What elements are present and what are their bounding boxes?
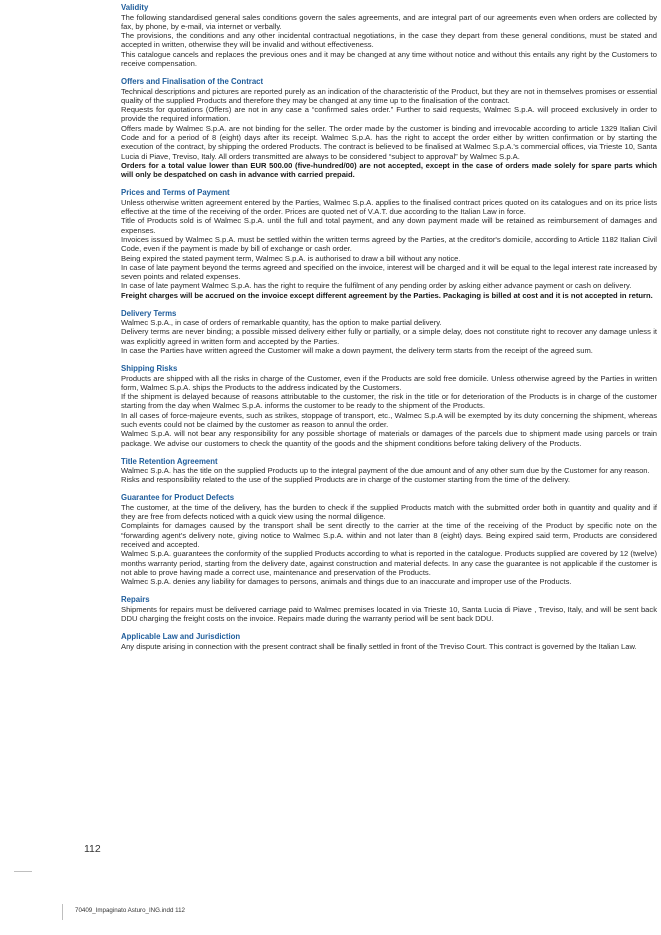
paragraph: Walmec S.p.A., in case of orders of remarkable quantity, has the option to make partial delivery. — [121, 318, 442, 328]
bold-paragraph: Orders for a total value lower than EUR 500.00 (five-hundred/00) are not accepted, except in the case of orders made solely for spare parts which will only be despatched on cash in advance with carried prepaid. — [121, 160, 657, 180]
section-heading: Applicable Law and Jurisdiction — [121, 631, 241, 641]
bold-paragraph: Freight charges will be accrued on the invoice except different agreement by the Parties. Packaging is billed at cost and it is not accepted in return. — [121, 290, 653, 300]
section-offers — [121, 77, 657, 180]
section-shipping-risks — [121, 364, 657, 448]
section-heading: Offers and Finalisation of the Contract — [121, 76, 264, 86]
paragraph: Complaints for damages caused by the transport shall be sent directly to the carrier at the time of the receiving of the Product by specific note on the “forwarding agent's delivery note, giving notice to Walmec S.p.A. within and not later than 8 (eight) days. Being expired said term, Products are considered received and accepted. — [121, 521, 657, 550]
paragraph: Shipments for repairs must be delivered carriage paid to Walmec premises located in via Trieste 10, Santa Lucia di Piave , Treviso, Italy, and will be sent back DDU charging the freight costs on the invoice. Repairs made during the warranty period will be sent back DDU. — [121, 604, 657, 624]
file-slug: 70409_Impaginato Asturo_ING.indd 112 — [75, 907, 185, 914]
paragraph: Walmec S.p.A. will not bear any responsibility for any possible shortage of materials or damages of the parcels due to shipment made using parcels or train package. We advise our customers to check the quantity of the goods and the shipment conditions before taking delivery of the Products. — [121, 429, 657, 448]
paragraph: Requests for quotations (Offers) are not in any case a “confirmed sales order.” Further to said requests, Walmec S.p.A. will proceed exclusively in order to provide the required information. — [121, 105, 657, 124]
paragraph: Walmec S.p.A. guarantees the conformity of the supplied Products according to what is reported in the catalogue. Products supplied are covered by 12 (twelve) months warranty period, starting from the delivery date, against construction and material defects. In any case the guarantee is not applicable if the customer is not able to prove having made a correct use, maintenance and preservation of the Products. — [121, 549, 657, 577]
section-title-retention — [121, 457, 657, 485]
section-heading: Shipping Risks — [121, 363, 178, 373]
paragraph: Walmec S.p.A. has the title on the supplied Products up to the integral payment of the due amount and of any other sum due by the Customer for any reason. — [121, 466, 650, 476]
paragraph: Invoices issued by Walmec S.p.A. must be settled within the written terms agreed by the Parties, at the creditor's domicile, according to Article 1182 Italian Civil Code, even if the payment is made by bill of exchange or cash order. — [121, 234, 657, 254]
paragraph: Title of Products sold is of Walmec S.p.A. until the full and total payment, and any down payment made will be retained as reimbursement of damages and expenses. — [121, 216, 657, 235]
section-heading: Delivery Terms — [121, 308, 177, 318]
section-heading: Repairs — [121, 595, 150, 605]
paragraph: This catalogue cancels and replaces the previous ones and it may be changed at any time without notice and without this entails any right by the Customers to receive compensation. — [121, 49, 657, 69]
paragraph: The following standardised general sales conditions govern the sales agreements, and are integral part of our agreements even when orders are collected by fax, by phone, by e-mail, via internet or verbally. — [121, 12, 657, 31]
paragraph: In case of late payment beyond the terms agreed and specified on the invoice, interest will be charged and it will be equal to the legal interest rate increased by seven points and related expenses. — [121, 262, 657, 282]
section-validity — [121, 3, 657, 68]
paragraph: If the shipment is delayed because of reasons attributable to the customer, the risk in the title or for deterioration of the Products is in charge of the customer starting from the day when Walmec S.p.A. informs the customer to be ready to the shipment of the Products. — [121, 392, 657, 411]
paragraph: Walmec S.p.A. denies any liability for damages to persons, animals and things due to an inaccurate and improper use of the Products. — [121, 577, 572, 587]
paragraph: Offers made by Walmec S.p.A. are not binding for the seller. The order made by the customer is binding and irrevocable according to article 1329 Italian Civil Code and for a period of 8 (eight) days after its receipt. Walmec S.p.A. has the right to accept the order either by written confirmation or by starting the execution of the contract, by shipping the ordered Products. The contract is believed to be finalised at Walmec S.p.A.'s commercial offices, via Trieste 10, Santa Lucia di Piave, Treviso, Italy. All orders transmitted are always to be considered “subject to approval” by Walmec S.p.A. — [121, 123, 657, 161]
paragraph: In all cases of force-majeure events, such as strikes, stoppage of transport, etc., Walmec S.p.A will be exempted by its duty concerning the shipment, whereas such events could not be claimed by the customer as reason to annul the order. — [121, 410, 657, 430]
paragraph: Technical descriptions and pictures are reported purely as an indication of the characteristic of the Product, but they are not in themselves promises or essential quality of the supplied Products and therefore they may be changed at any time up to the finalisation of the contract. — [121, 86, 657, 105]
section-heading: Guarantee for Product Defects — [121, 493, 235, 503]
section-repairs — [121, 595, 657, 623]
section-delivery — [121, 309, 657, 356]
paragraph: The customer, at the time of the delivery, has the burden to check if the supplied Products match with the submitted order both in quantity and quality and if they are free from defects noticed with a quick view using the normal diligence. — [121, 502, 657, 522]
section-prices — [121, 188, 657, 300]
paragraph: Being expired the stated payment term, Walmec S.p.A. is authorised to draw a bill without any notice. — [121, 253, 461, 263]
section-guarantee — [121, 493, 657, 586]
slug-divider — [62, 904, 63, 920]
paragraph: Any dispute arising in connection with the present contract shall be finally settled in front of the Treviso Court. This contract is governed by the Italian Law. — [121, 641, 637, 651]
section-law — [121, 632, 657, 651]
paragraph: In case the Parties have written agreed the Customer will make a down payment, the delivery term starts from the receipt of the agreed sum. — [121, 346, 593, 356]
terms-document — [121, 3, 657, 659]
section-heading: Validity — [121, 3, 149, 12]
paragraph: Products are shipped with all the risks in charge of the Customer, even if the Products are sold free domicile. Unless otherwise agreed by the Parties in written form, Walmec S.p.A. ships the Products to the address indicated by the Customers. — [121, 373, 657, 392]
page-number: 112 — [84, 843, 101, 855]
paragraph: Delivery terms are never binding; a possible missed delivery either fully or partially, or a simple delay, does not constitute right to recover any damage unless it was explicitly agreed in written form and accepted by the Parties. — [121, 327, 657, 346]
section-heading: Prices and Terms of Payment — [121, 188, 230, 198]
paragraph: Unless otherwise written agreement entered by the Parties, Walmec S.p.A. applies to the finalised contract prices quoted on its catalogues and on its price lists effective at the time of the receiving of the order. Prices are quoted net of V.A.T. due according to the Italian Law in force. — [121, 197, 657, 217]
crop-mark — [14, 871, 32, 872]
section-heading: Title Retention Agreement — [121, 456, 218, 466]
paragraph: Risks and responsibility related to the use of the supplied Products are in charge of the customer starting from the time of the delivery. — [121, 475, 570, 485]
paragraph: The provisions, the conditions and any other incidental contractual negotiations, in the case they depart from these general conditions, must be stated and accepted in written, otherwise they will be invalid and without effectiveness. — [121, 31, 657, 50]
paragraph: In case of late payment Walmec S.p.A. has the right to require the fulfilment of any pending order by asking either advance payment or cash on delivery. — [121, 281, 632, 291]
